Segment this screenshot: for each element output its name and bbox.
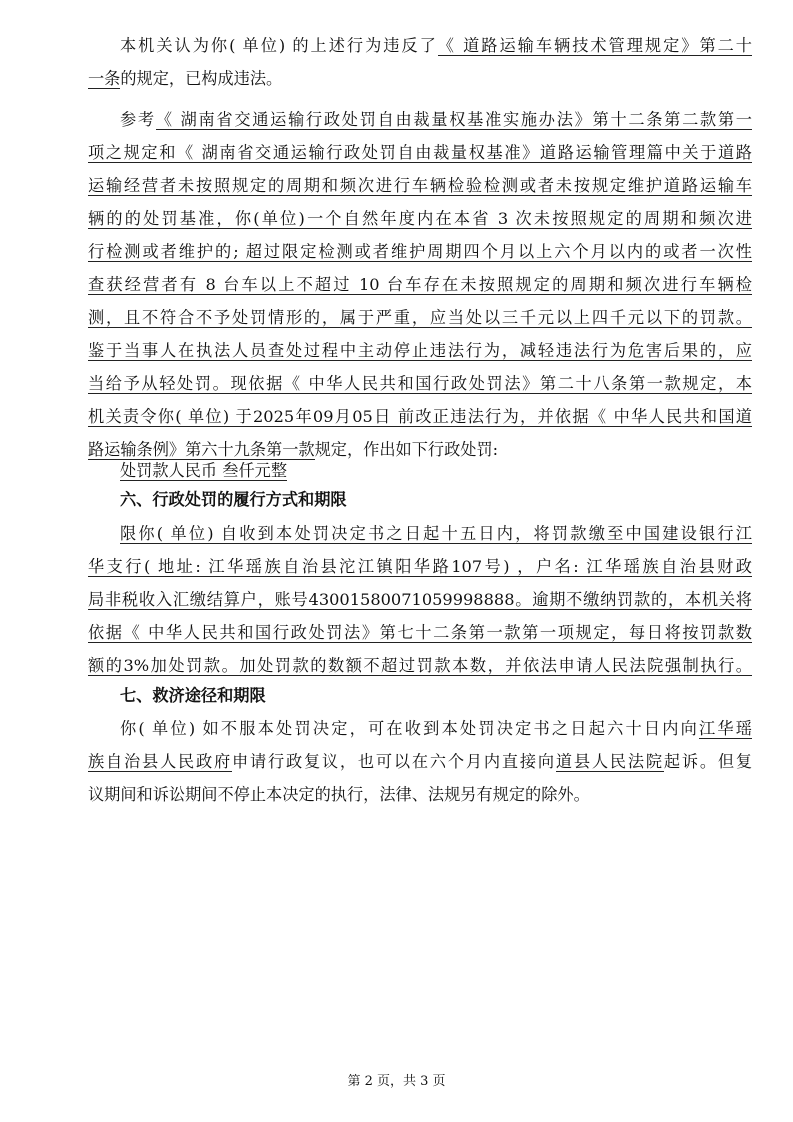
paragraph-4-line-2: 族自治县人民政府申请行政复议，也可以在六个月内直接向道县人民法院起诉。但复 [88,752,752,771]
paragraph-2-line-6: 查获经营者有 8 台车以上不超过 10 台车存在未按照规定的周期和频次进行车辆检 [88,275,752,294]
section-heading-7: 七、救济途径和期限 [120,686,266,705]
paragraph-3-line-4: 依据《 中华人民共和国行政处罚法》第七十二条第一款第一项规定，每日将按罚款数 [88,623,752,642]
paragraph-2-line-9: 当给予从轻处罚。现依据《 中华人民共和国行政处罚法》第二十八条第一款规定，本 [88,374,752,393]
paragraph-3-line-3: 局非税收入汇缴结算户，账号43001580071059998888。逾期不缴纳罚款的，本机关将 [88,590,752,609]
paragraph-3-line-1: 限你( 单位) 自收到本处罚决定书之日起十五日内，将罚款缴至中国建设银行江 [120,524,752,543]
paragraph-2-line-8: 鉴于当事人在执法人员查处过程中主动停止违法行为，减轻违法行为危害后果的，应 [88,341,752,360]
paragraph-2-line-5: 行检测或者维护的; 超过限定检测或者维护周期四个月以上六个月以内的或者一次性 [88,242,752,261]
paragraph-2-line-10: 机关责令你( 单位) 于2025年09月05日 前改正违法行为，并依据《 中华人民共和国道 [88,407,752,426]
regulation-reference: 《 道路运输车辆技术管理规定》第二十 [437,36,752,55]
paragraph-2-line-1: 参考《 湖南省交通运输行政处罚自由裁量权基准实施办法》第十二条第二款第一 [120,110,752,129]
paragraph-3-line-5: 额的3%加处罚款。加处罚款的数额不超过罚款本数，并依法申请人民法院强制执行。 [88,656,752,675]
paragraph-4-line-1: 你( 单位) 如不服本处罚决定，可在收到本处罚决定书之日起六十日内向江华瑶 [120,719,752,738]
paragraph-2-line-11: 路运输条例》第六十九条第一款规定，作出如下行政处罚: [88,440,499,459]
paragraph-4-line-3: 议期间和诉讼期间不停止本决定的执行，法律、法规另有规定的除外。 [88,785,590,804]
paragraph-1-line-1: 本机关认为你( 单位) 的上述行为违反了《 道路运输车辆技术管理规定》第二十 [120,36,752,55]
penalty-amount: 处罚款人民币 叁仟元整 [120,461,288,480]
paragraph-2-line-7: 测，且不符合不予处罚情形的，属于严重，应当处以三千元以上四千元以下的罚款。 [88,308,752,327]
paragraph-2-line-2: 项之规定和《 湖南省交通运输行政处罚自由裁量权基准》道路运输管理篇中关于道路 [88,143,752,162]
paragraph-2-line-3: 运输经营者未按照规定的周期和频次进行车辆检验检测或者未按规定维护道路运输车 [88,176,752,195]
section-heading-6: 六、行政处罚的履行方式和期限 [120,490,347,509]
paragraph-2-line-4: 辆的的处罚基准，你(单位)一个自然年度内在本省 3 次未按照规定的周期和频次进 [88,209,752,228]
page-number-footer: 第 2 页，共 3 页 [347,1074,446,1089]
paragraph-3-line-2: 华支行( 地址: 江华瑶族自治县沱江镇阳华路107号) ，户名: 江华瑶族自治县财政 [88,557,752,576]
paragraph-1-line-2: 一条的规定，已构成违法。 [88,69,283,88]
